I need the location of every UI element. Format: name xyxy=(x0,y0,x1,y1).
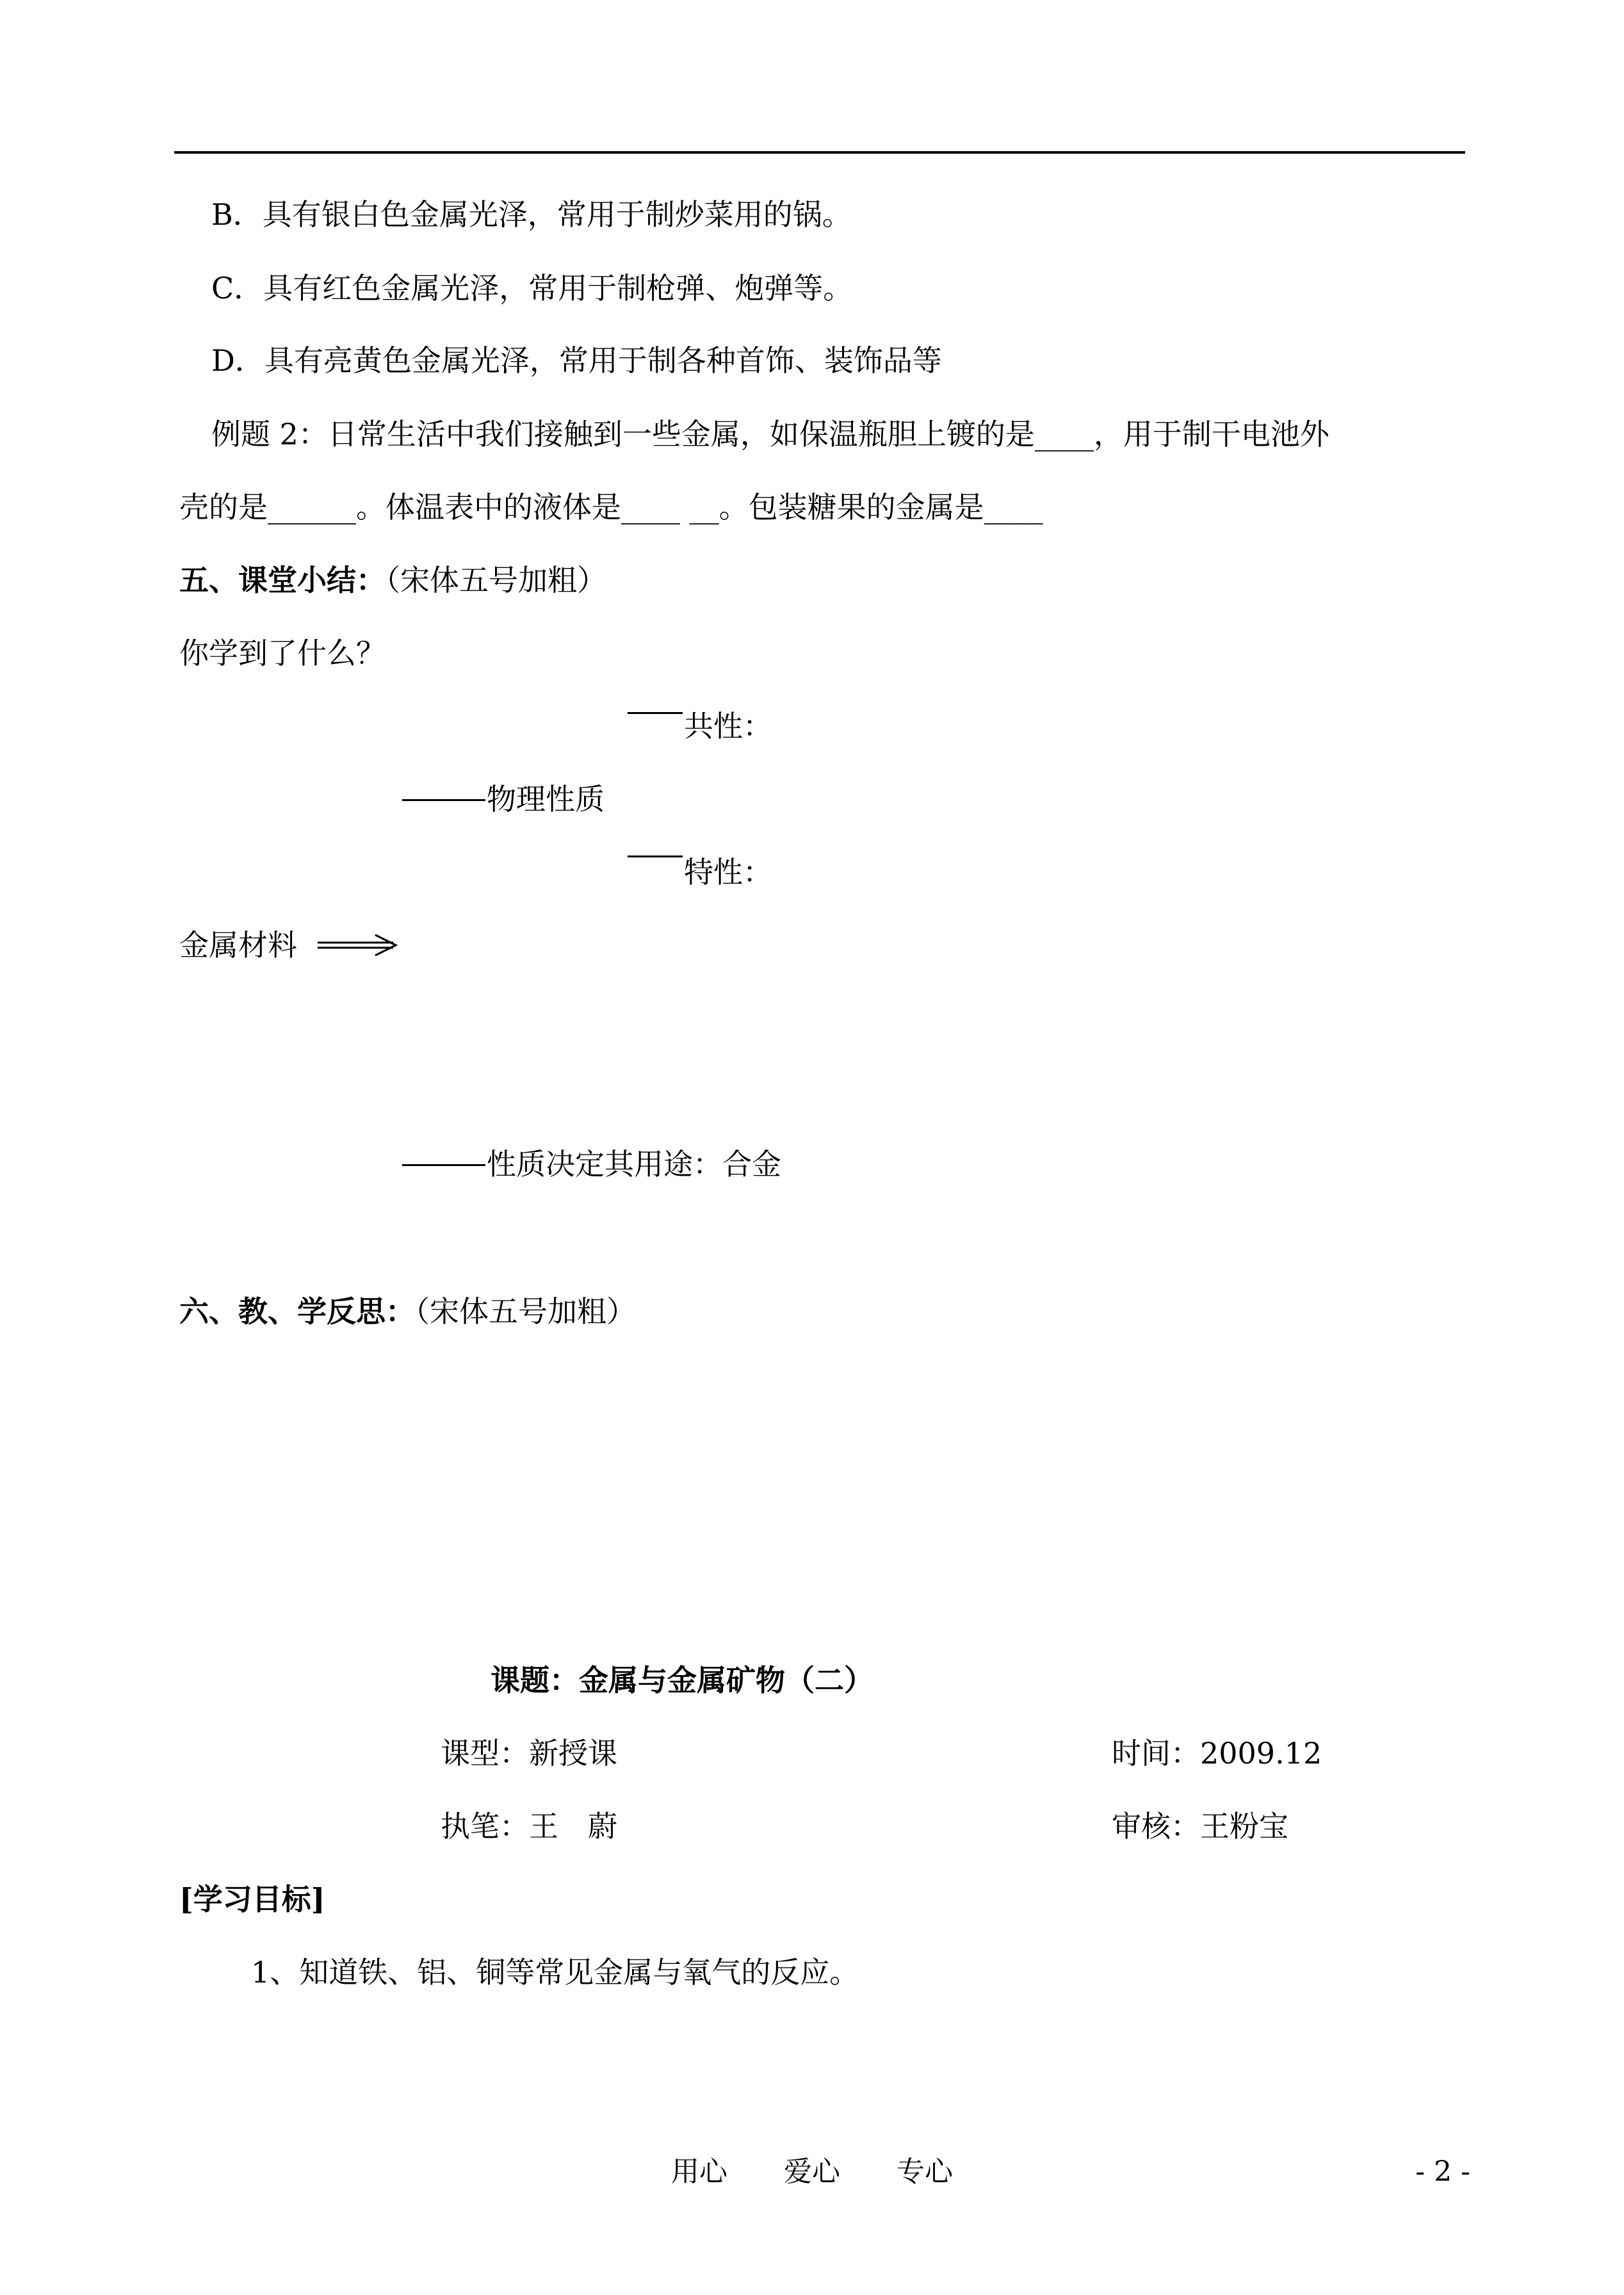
summary-heading-note: （宋体五号加粗） xyxy=(386,563,606,597)
learning-goals-heading: [学习目标] xyxy=(179,1882,325,1917)
decide-branch-line xyxy=(402,1164,485,1166)
arrow-right-icon xyxy=(316,932,400,958)
reflection-heading-title: 六、教、学反思： xyxy=(179,1294,415,1329)
lesson-type: 课型：新授课 xyxy=(441,1736,617,1771)
lesson-reviewer: 审核：王粉宝 xyxy=(1112,1809,1288,1844)
common-branch-line xyxy=(628,712,683,714)
footer-motto: 用心 爱心 专心 xyxy=(671,2155,953,2188)
learning-goal-1: 1、知道铁、铝、铜等常见金属与氧气的反应。 xyxy=(251,1955,859,1990)
example-2-line-2: 壳的是______。体温表中的液体是____ __。包装糖果的金属是____ xyxy=(179,490,1043,524)
reflection-heading-note: （宋体五号加粗） xyxy=(415,1294,636,1329)
property-decides-use-label: 性质决定其用途：合金 xyxy=(487,1147,781,1181)
summary-heading-title: 五、课堂小结： xyxy=(179,563,386,597)
lesson-title: 课题：金属与金属矿物（二） xyxy=(491,1663,873,1698)
page-number: - 2 - xyxy=(1415,2155,1470,2188)
lesson-author: 执笔：王 蔚 xyxy=(441,1809,617,1844)
special-branch-line xyxy=(628,856,683,857)
header-rule xyxy=(174,151,1465,154)
physical-property-label: 物理性质 xyxy=(487,782,605,816)
common-property-label: 共性： xyxy=(684,709,772,743)
metal-materials-label: 金属材料 xyxy=(179,928,297,962)
summary-question: 你学到了什么？ xyxy=(179,636,386,670)
option-c: C．具有红色金属光泽，常用于制枪弹、炮弹等。 xyxy=(211,271,853,305)
reflection-heading xyxy=(179,1292,636,1331)
example-2-line-1: 例题 2：日常生活中我们接触到一些金属，如保温瓶胆上镀的是____，用于制干电池外 xyxy=(211,417,1329,451)
summary-heading xyxy=(179,561,606,599)
option-b: B．具有银白色金属光泽，常用于制炒菜用的锅。 xyxy=(211,197,852,232)
special-property-label: 特性： xyxy=(684,855,772,889)
option-d: D．具有亮黄色金属光泽，常用于制各种首饰、装饰品等 xyxy=(211,343,942,378)
physical-branch-line xyxy=(402,799,485,801)
lesson-time: 时间：2009.12 xyxy=(1112,1736,1322,1771)
